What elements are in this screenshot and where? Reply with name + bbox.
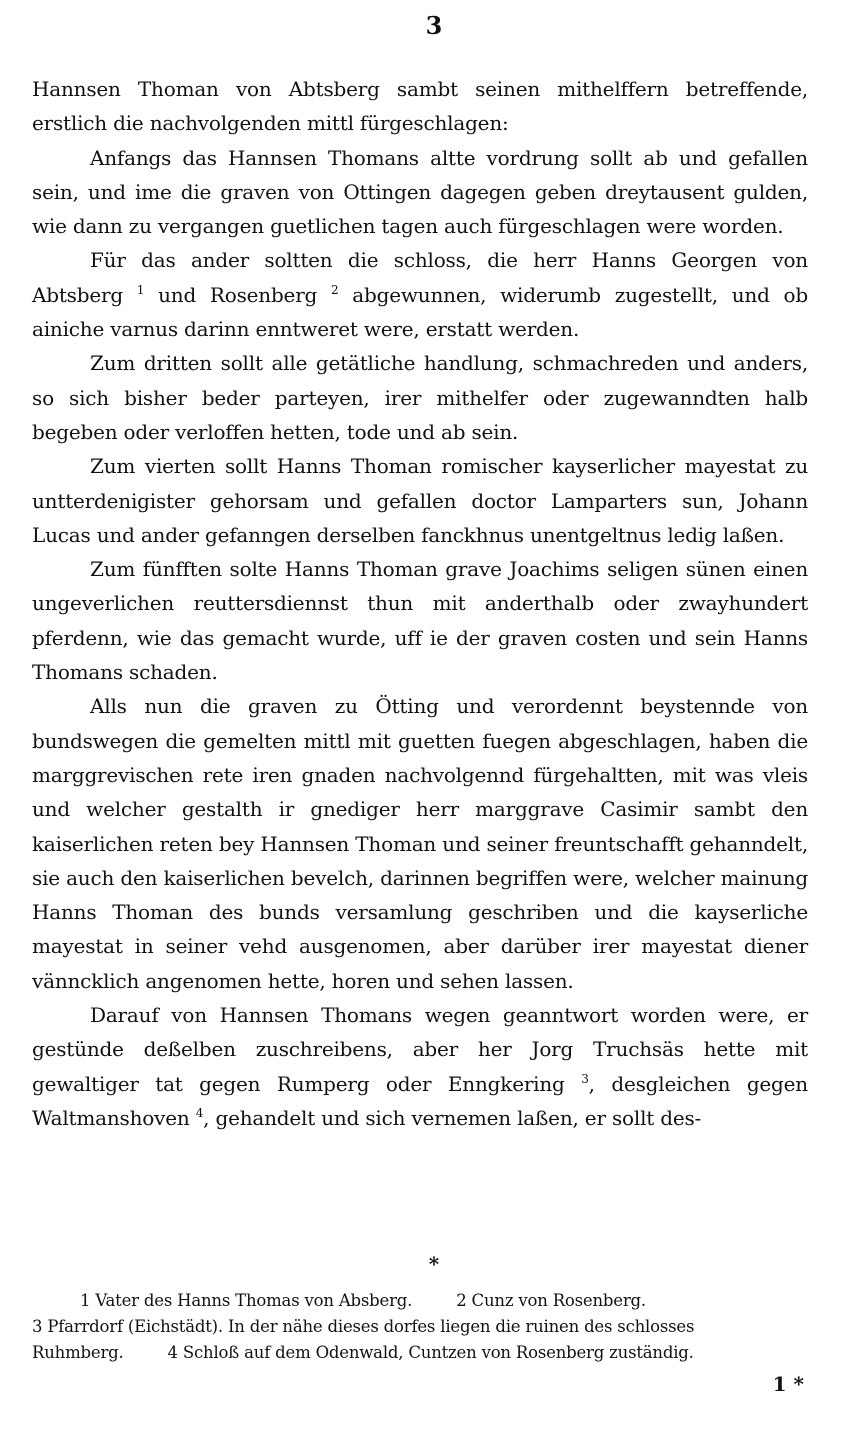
footnote-2: 2 Cunz von Rosenberg.: [456, 1291, 646, 1310]
paragraph: [32, 998, 808, 1135]
paragraph-text: abgewunnen, widerumb zugestellt, und ob ainiche varnus darinn enntweret were, erstatt werden.: [32, 282, 808, 342]
paragraph: Zum vierten sollt Hanns Thoman romischer kayserlicher mayestat zu untterdenigister gehorsam und gefallen doctor Lamparters sun, Johann Lucas und ander gefanngen derselben fanckhnus unentgeltnus ledig laßen.: [32, 454, 808, 547]
footnote-3: 3 Pfarrdorf (Eichstädt). In der nähe dieses dorfes liegen die ruinen des schlosses: [32, 1317, 695, 1336]
signature-mark: *: [428, 1252, 440, 1276]
paragraph: Anfangs das Hannsen Thomans altte vordrung sollt ab und gefallen sein, und ime die graven von Ottingen dagegen geben dreytausent gulden, wie dann zu vergangen guetlichen tagen auch fürgeschlagen were worden.: [32, 145, 808, 239]
main-text: [32, 72, 808, 1135]
paragraph: Hannsen Thoman von Abtsberg sambt seinen mithelffern betreffende, erstlich die nachvolgenden mittl fürgeschlagen:: [32, 77, 808, 136]
paragraph-text: Für das ander soltten die schloss, die herr Hanns Georgen von Abtsberg: [32, 248, 808, 307]
paragraph: Zum fünfften solte Hanns Thoman grave Joachims seligen sünen einen ungeverlichen reuttersdiennst thun mit anderthalb oder zwayhundert pferdenn, wie das gemacht wurde, uff ie der graven costen und sein Hanns Thomans schaden.: [32, 557, 808, 685]
footnote-1: 1 Vater des Hanns Thomas von Absberg.: [80, 1291, 413, 1310]
footnote-ref: 4: [195, 1105, 204, 1120]
footnote-4: 4 Schloß auf dem Odenwald, Cuntzen von Rosenberg zuständig.: [167, 1343, 694, 1362]
footnote-3-cont: Ruhmberg.: [32, 1343, 124, 1362]
paragraph-text: , desgleichen gegen Waltmanshoven: [32, 1071, 808, 1130]
paragraph-text: Darauf von Hannsen Thomans wegen geanntwort worden were, er gestünde deßelben zuschreibens, aber her Jorg Truchsäs hette mit gewaltiger tat gegen Rumperg oder Enngkering: [32, 1003, 808, 1096]
page-number: 3: [425, 11, 443, 40]
footnote-line: [32, 1288, 808, 1314]
paragraph-text: und Rosenberg: [158, 282, 318, 307]
footnote-ref: 2: [331, 282, 339, 297]
paragraph: [32, 243, 808, 346]
footnote-line: [32, 1340, 808, 1366]
paragraph: Alls nun die graven zu Ötting und verordennt beystennde von bundswegen die gemelten mittl mit guetten fuegen abgeschlagen, haben die marggrevischen rete iren gnaden nachvolgennd fürgehaltten, mit was vleis und welcher gestalth ir gnediger herr marggrave Casimir sambt den kaiserlichen reten bey Hannsen Thoman und seiner freuntschafft gehanndelt, sie auch den kaiserlichen bevelch, darinnen begriffen were, welcher mainung Hanns Thoman des bunds versamlung geschriben und die kayserliche mayestat in seiner vehd ausgenomen, aber darüber irer mayestat diener vänncklich angenomen hette, horen und sehen lassen.: [32, 694, 808, 993]
footnote-ref: 3: [581, 1071, 589, 1086]
footnote-ref: 1: [136, 282, 145, 297]
paragraph-text: , gehandelt und sich vernemen laßen, er sollt des-: [203, 1105, 702, 1130]
paragraph: Zum dritten sollt alle getätliche handlung, schmachreden und anders, so sich bisher beder parteyen, irer mithelfer oder zugewanndten halb begeben oder verloffen hetten, tode und ab sein.: [32, 351, 808, 444]
bottom-signature: 1 *: [772, 1372, 804, 1396]
footnotes: [32, 1288, 808, 1366]
